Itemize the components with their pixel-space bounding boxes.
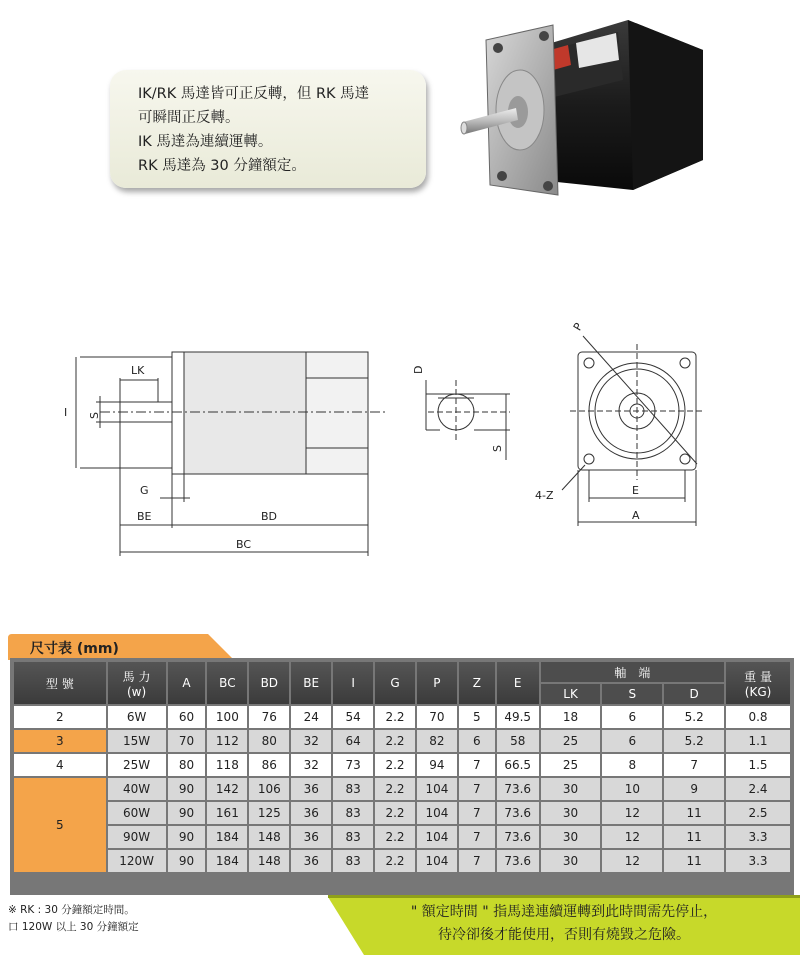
header-bd: BD <box>249 662 289 704</box>
dim-label-d: D <box>412 365 425 374</box>
cell-bd: 148 <box>249 850 289 872</box>
cell-weight: 1.1 <box>726 730 790 752</box>
cell-lk: 30 <box>541 850 601 872</box>
banner-line-1: " 額定時間 " 指馬達連續運轉到此時間需先停止， <box>410 904 718 920</box>
cell-i: 83 <box>333 850 373 872</box>
note-line-3: IK 馬達為連續運轉。 <box>138 134 273 150</box>
warning-banner <box>328 895 800 955</box>
cell-p: 104 <box>417 850 457 872</box>
header-weight-line1: 重 量 <box>744 669 772 684</box>
cell-s: 6 <box>602 706 662 728</box>
cell-power: 90W <box>108 826 166 848</box>
cell-be: 32 <box>291 730 331 752</box>
header-a: A <box>168 662 206 704</box>
banner-line-2: 待冷卻後才能使用，否則有燒毀之危險。 <box>438 927 690 943</box>
cell-g: 2.2 <box>375 850 415 872</box>
footnotes <box>8 902 139 936</box>
cell-s: 12 <box>602 850 662 872</box>
cell-be: 36 <box>291 778 331 800</box>
header-e: E <box>497 662 539 704</box>
header-g: G <box>375 662 415 704</box>
cell-bc: 161 <box>207 802 247 824</box>
dim-label-bd: BD <box>261 510 278 523</box>
cell-z: 7 <box>459 754 495 776</box>
header-power <box>108 662 166 704</box>
cell-be: 32 <box>291 754 331 776</box>
cell-power: 40W <box>108 778 166 800</box>
cell-g: 2.2 <box>375 802 415 824</box>
header-weight <box>726 662 790 704</box>
header-model: 型 號 <box>14 662 106 704</box>
cell-p: 104 <box>417 802 457 824</box>
header-d: D <box>664 684 724 704</box>
dim-label-e: E <box>632 484 639 497</box>
dimension-table <box>10 658 794 895</box>
dim-label-lk: LK <box>131 364 145 377</box>
cell-bc: 184 <box>207 850 247 872</box>
dim-label-s-shaft: S <box>491 445 504 452</box>
table-row <box>14 778 790 800</box>
cell-bd: 76 <box>249 706 289 728</box>
cell-lk: 18 <box>541 706 601 728</box>
cell-i: 83 <box>333 826 373 848</box>
cell-bc: 184 <box>207 826 247 848</box>
cell-p: 104 <box>417 826 457 848</box>
cell-s: 10 <box>602 778 662 800</box>
cell-d: 11 <box>664 850 724 872</box>
cell-power: 60W <box>108 802 166 824</box>
cell-z: 7 <box>459 826 495 848</box>
cell-z: 7 <box>459 850 495 872</box>
table-row <box>14 754 790 776</box>
cell-d: 5.2 <box>664 706 724 728</box>
cell-lk: 30 <box>541 802 601 824</box>
cell-bd: 86 <box>249 754 289 776</box>
cell-e: 73.6 <box>497 778 539 800</box>
header-z: Z <box>459 662 495 704</box>
cell-power: 6W <box>108 706 166 728</box>
cell-power: 120W <box>108 850 166 872</box>
cell-weight: 3.3 <box>726 850 790 872</box>
cell-lk: 25 <box>541 754 601 776</box>
cell-z: 5 <box>459 706 495 728</box>
cell-a: 90 <box>168 826 206 848</box>
cell-a: 90 <box>168 802 206 824</box>
cell-i: 73 <box>333 754 373 776</box>
note-line-1: IK/RK 馬達皆可正反轉，但 RK 馬達 <box>138 86 370 102</box>
table-row <box>14 826 790 848</box>
cell-model: 2 <box>14 706 106 728</box>
note-line-2: 可瞬間正反轉。 <box>138 110 240 126</box>
header-shaft: 軸 端 <box>541 662 724 682</box>
note-card <box>110 70 426 188</box>
cell-model: 5 <box>14 778 106 872</box>
dim-label-be: BE <box>137 510 152 523</box>
cell-lk: 25 <box>541 730 601 752</box>
dim-label-a: A <box>632 509 640 522</box>
cell-bd: 106 <box>249 778 289 800</box>
header-weight-line2: (KG) <box>744 684 772 699</box>
cell-e: 58 <box>497 730 539 752</box>
cell-i: 64 <box>333 730 373 752</box>
cell-s: 12 <box>602 826 662 848</box>
cell-e: 73.6 <box>497 802 539 824</box>
cell-p: 104 <box>417 778 457 800</box>
cell-bd: 80 <box>249 730 289 752</box>
cell-i: 83 <box>333 802 373 824</box>
cell-bc: 142 <box>207 778 247 800</box>
cell-z: 7 <box>459 802 495 824</box>
cell-p: 94 <box>417 754 457 776</box>
cell-d: 11 <box>664 802 724 824</box>
cell-bd: 125 <box>249 802 289 824</box>
cell-g: 2.2 <box>375 706 415 728</box>
cell-p: 82 <box>417 730 457 752</box>
cell-e: 73.6 <box>497 850 539 872</box>
cell-s: 12 <box>602 802 662 824</box>
footnote-120w: 口 120W 以上 30 分鐘額定 <box>8 921 139 933</box>
header-be: BE <box>291 662 331 704</box>
cell-power: 15W <box>108 730 166 752</box>
cell-bc: 100 <box>207 706 247 728</box>
header-p: P <box>417 662 457 704</box>
cell-weight: 0.8 <box>726 706 790 728</box>
cell-a: 90 <box>168 778 206 800</box>
cell-weight: 1.5 <box>726 754 790 776</box>
cell-z: 7 <box>459 778 495 800</box>
cell-a: 60 <box>168 706 206 728</box>
cell-weight: 2.5 <box>726 802 790 824</box>
cell-model: 4 <box>14 754 106 776</box>
header-power-line1: 馬 力 <box>122 669 151 684</box>
dim-label-s: S <box>88 412 101 419</box>
cell-model: 3 <box>14 730 106 752</box>
cell-d: 9 <box>664 778 724 800</box>
cell-weight: 3.3 <box>726 826 790 848</box>
cell-a: 80 <box>168 754 206 776</box>
cell-i: 83 <box>333 778 373 800</box>
cell-g: 2.2 <box>375 778 415 800</box>
cell-be: 36 <box>291 850 331 872</box>
cell-i: 54 <box>333 706 373 728</box>
cell-be: 36 <box>291 826 331 848</box>
cell-e: 73.6 <box>497 826 539 848</box>
cell-lk: 30 <box>541 778 601 800</box>
footnote-rk: ※ RK : 30 分鐘額定時間。 <box>8 904 135 916</box>
dim-label-p: P <box>570 320 586 333</box>
header-power-line2: (w) <box>126 684 147 699</box>
cell-weight: 2.4 <box>726 778 790 800</box>
cell-g: 2.2 <box>375 754 415 776</box>
cell-a: 70 <box>168 730 206 752</box>
table-row <box>14 706 790 728</box>
cell-be: 36 <box>291 802 331 824</box>
cell-d: 7 <box>664 754 724 776</box>
note-line-4: RK 馬達為 30 分鐘額定。 <box>138 158 306 174</box>
cell-p: 70 <box>417 706 457 728</box>
cell-s: 6 <box>602 730 662 752</box>
table-title: 尺寸表 (mm) <box>30 641 119 657</box>
cell-a: 90 <box>168 850 206 872</box>
cell-g: 2.2 <box>375 730 415 752</box>
cell-bd: 148 <box>249 826 289 848</box>
cell-lk: 30 <box>541 826 601 848</box>
cell-z: 6 <box>459 730 495 752</box>
dim-label-bc: BC <box>236 538 252 551</box>
cell-e: 66.5 <box>497 754 539 776</box>
cell-s: 8 <box>602 754 662 776</box>
table-row <box>14 850 790 872</box>
cell-d: 5.2 <box>664 730 724 752</box>
dimension-drawing <box>0 300 800 570</box>
header-bc: BC <box>207 662 247 704</box>
cell-power: 25W <box>108 754 166 776</box>
cell-bc: 118 <box>207 754 247 776</box>
dim-label-g: G <box>140 484 149 497</box>
cell-bc: 112 <box>207 730 247 752</box>
table-row <box>14 730 790 752</box>
header-lk: LK <box>541 684 601 704</box>
table-row <box>14 802 790 824</box>
dim-label-4z: 4-Z <box>535 489 554 502</box>
cell-be: 24 <box>291 706 331 728</box>
motor-photo <box>458 10 708 210</box>
cell-e: 49.5 <box>497 706 539 728</box>
cell-d: 11 <box>664 826 724 848</box>
header-s: S <box>602 684 662 704</box>
header-i: I <box>333 662 373 704</box>
cell-g: 2.2 <box>375 826 415 848</box>
dim-label-i: I <box>64 406 68 419</box>
